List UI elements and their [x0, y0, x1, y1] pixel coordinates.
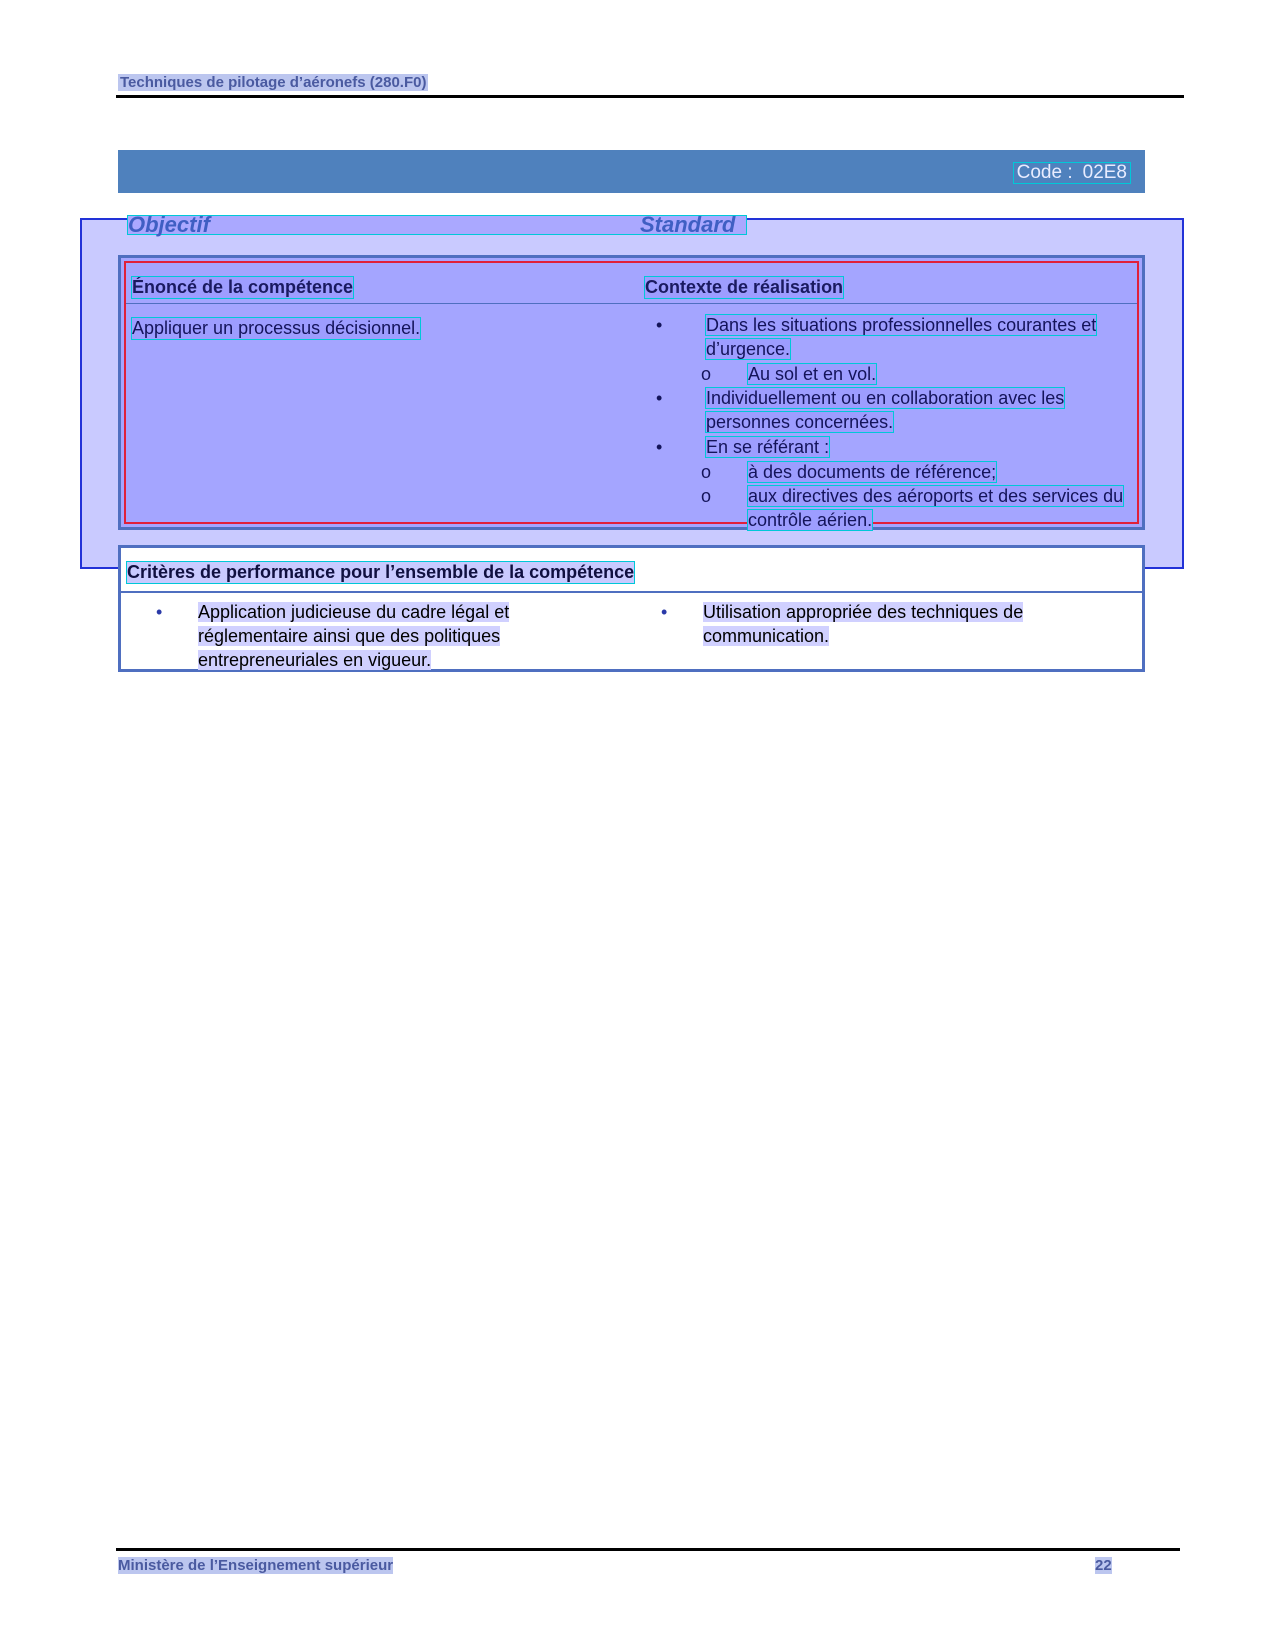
bullet-icon: •	[656, 388, 663, 408]
criteria-title: Critères de performance pour l’ensemble de la compétence	[127, 562, 635, 582]
header-contexte: Contexte de réalisation	[645, 277, 844, 297]
criteria-item-text: Utilisation appropriée des techniques de communication.	[703, 602, 1024, 646]
contexte-list	[646, 313, 1136, 532]
list-item	[646, 435, 1136, 459]
sub-list-item-text: aux directives des aéroports et des services du contrôle aérien.	[748, 486, 1124, 530]
criteria-item	[661, 600, 1083, 648]
bullet-icon: •	[656, 315, 663, 335]
sub-list-item-text: à des documents de référence;	[748, 462, 997, 482]
section-objectif: Objectif	[128, 212, 210, 237]
criteria-item	[156, 600, 578, 672]
criteria-table	[118, 545, 1145, 672]
section-standard: Standard	[640, 212, 736, 237]
list-item-text: Individuellement ou en collaboration avec les personnes concernées.	[706, 388, 1065, 432]
code-bar	[118, 150, 1145, 193]
bullet-icon: •	[656, 437, 663, 457]
code-label-text: Code :	[1016, 162, 1073, 183]
sub-list-item	[646, 484, 1136, 532]
sub-bullet-icon: o	[701, 462, 712, 482]
sub-list-item	[646, 362, 1136, 386]
criteria-header-divider	[121, 591, 1142, 593]
code-label	[1013, 162, 1131, 184]
list-item	[646, 313, 1136, 361]
list-item-text: En se référant :	[706, 437, 830, 457]
list-item-text: Dans les situations professionnelles courantes et d’urgence.	[706, 315, 1097, 359]
sub-bullet-icon: o	[701, 486, 712, 506]
list-item	[646, 386, 1136, 434]
enonce-text: Appliquer un processus décisionnel.	[132, 318, 421, 338]
sub-list-item-text: Au sol et en vol.	[748, 364, 877, 384]
competence-table-inner	[124, 261, 1139, 530]
header-rule	[116, 95, 1184, 98]
bullet-icon: •	[156, 602, 163, 622]
table-header-divider	[126, 303, 1137, 304]
footer-ministry: Ministère de l’Enseignement supérieur	[118, 1557, 394, 1574]
header-enonce: Énoncé de la compétence	[132, 277, 354, 297]
sub-bullet-icon: o	[701, 364, 712, 384]
footer-rule	[116, 1548, 1180, 1551]
page-header-title: Techniques de pilotage d’aéronefs (280.F0)	[120, 74, 427, 91]
page-number: 22	[1095, 1557, 1112, 1574]
criteria-item-text: Application judicieuse du cadre légal et réglementaire ainsi que des politiques entrepreneuriales en vigueur.	[198, 602, 510, 670]
code-value: 02E8	[1082, 162, 1127, 183]
sub-list-item	[646, 460, 1136, 484]
bullet-icon: •	[661, 602, 668, 622]
competence-table	[118, 255, 1145, 530]
